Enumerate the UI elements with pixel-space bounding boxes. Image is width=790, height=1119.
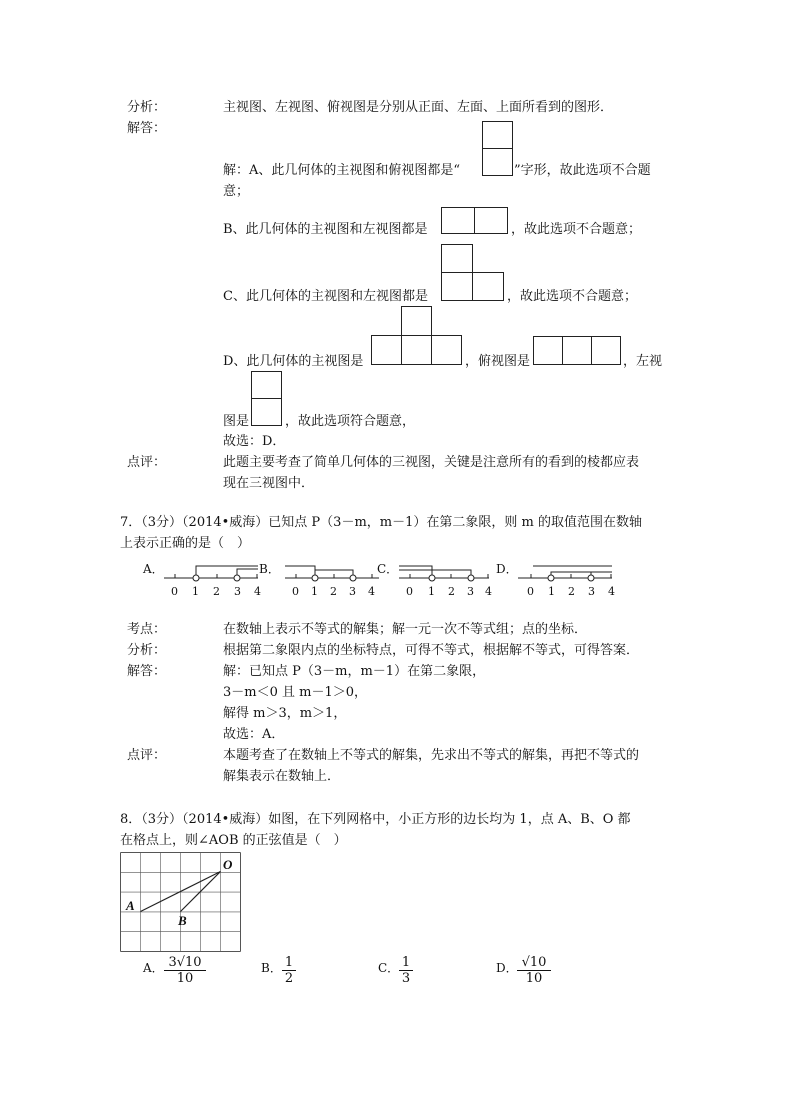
- open-circle-3: [350, 575, 356, 581]
- label-analysis: 分析：: [127, 100, 167, 115]
- q8-option-c-label[interactable]: C．: [378, 961, 400, 975]
- fraction-denominator: 3: [401, 971, 411, 986]
- open-circle-3: [468, 575, 474, 581]
- tick-label: 3: [234, 585, 241, 598]
- q6-figure-d-left-view: [251, 371, 283, 427]
- q7-option-b-label[interactable]: B．: [259, 562, 280, 576]
- q6-answer-d-prefix: D、此几何体的主视图是: [223, 354, 364, 369]
- fig-d-top-mid-square: [563, 337, 592, 365]
- q7-option-c-label[interactable]: C．: [377, 562, 399, 576]
- tick-label: 3: [588, 585, 595, 598]
- tick-label: 3: [349, 585, 356, 598]
- fig-d-front-mid-square: [402, 336, 432, 365]
- q7-solution-line2: 3－m＜0 且 m－1＞0，: [223, 685, 368, 700]
- open-circle-3: [234, 575, 240, 581]
- point-o-label: O: [223, 857, 233, 872]
- q6-figure-a-shape: [482, 121, 514, 177]
- fig-d-left-bottom-square: [252, 399, 282, 426]
- fig-c-bottom-right-square: [473, 273, 504, 301]
- q6-answer-a-suffix: ”字形，故此选项不合题: [514, 163, 651, 178]
- fig-c-bottom-left-square: [442, 273, 473, 301]
- q6-answer-d-suffix: ，左视: [623, 354, 663, 369]
- point-a-label: A: [126, 898, 135, 913]
- q8-option-c-fraction[interactable]: [399, 955, 413, 986]
- fig-d-front-right-square: [432, 336, 462, 365]
- fraction-numerator: 3√10: [164, 955, 206, 971]
- open-circle-1: [548, 575, 554, 581]
- tick-label: 0: [527, 585, 534, 598]
- q6-answer-d-cont-suffix: ，故此选项符合题意，: [285, 414, 416, 429]
- q8-option-d-fraction[interactable]: [517, 955, 551, 986]
- label-topic: 考点：: [127, 622, 167, 637]
- tick-label: 4: [608, 585, 615, 598]
- q6-answer-d-cont-prefix: 图是: [223, 414, 250, 429]
- q6-choose: 故选：D．: [223, 434, 286, 449]
- fig-b-right-square: [475, 208, 508, 234]
- q6-figure-d-front-view: [371, 306, 463, 366]
- fig-a-bottom-square: [483, 149, 513, 176]
- label-answer: 解答：: [127, 121, 167, 136]
- q6-answer-c-suffix: ，故此选项不合题意；: [507, 289, 638, 304]
- solution-bracket-gt1: [196, 566, 258, 578]
- tick-label: 0: [171, 585, 178, 598]
- fig-b-left-square: [442, 208, 475, 234]
- tick-label: 2: [568, 585, 575, 598]
- q7-analysis: 根据第二象限内点的坐标特点，可得不等式，根据解不等式，可得答案．: [223, 643, 640, 658]
- q6-answer-c-prefix: C、此几何体的主视图和左视图都是: [223, 289, 428, 304]
- fig-d-top-left-square: [534, 337, 563, 365]
- tick-label: 4: [368, 585, 375, 598]
- q7-option-a-label[interactable]: A．: [143, 562, 164, 576]
- label-comment: 点评：: [127, 748, 167, 763]
- open-circle-3: [588, 575, 594, 581]
- q7-comment-line2: 解集表示在数轴上．: [223, 769, 341, 784]
- open-circle-1: [429, 575, 435, 581]
- tick-label: 2: [213, 585, 220, 598]
- q7-topic: 在数轴上表示不等式的解集；解一元一次不等式组；点的坐标．: [223, 622, 588, 637]
- solution-bracket-lt1: [285, 566, 315, 578]
- q6-comment-line1: 此题主要考查了简单几何体的三视图，关键是注意所有的看到的棱都应表: [223, 455, 640, 470]
- q8-stem-line1: 8．（3分）（2014•威海）如图，在下列网格中，小正方形的边长均为 1，点 A、B、O 都: [120, 812, 631, 827]
- fraction-numerator: √10: [517, 955, 551, 971]
- solution-bracket-gt1: [551, 572, 612, 578]
- tick-label: 1: [428, 585, 435, 598]
- q6-answer-a-prefix: 解：A、此几何体的主视图和俯视图都是“: [223, 163, 461, 178]
- fig-d-front-left-square: [372, 336, 402, 365]
- open-circle-1: [193, 575, 199, 581]
- fig-d-top-right-square: [592, 337, 621, 365]
- q6-answer-b-prefix: B、此几何体的主视图和左视图都是: [223, 222, 428, 237]
- q8-stem-line2: 在格点上，则∠AOB 的正弦值是（ ）: [120, 833, 347, 848]
- point-b-label: B: [178, 913, 187, 928]
- label-comment: 点评：: [127, 455, 167, 470]
- q6-comment-line2: 现在三视图中．: [223, 476, 315, 491]
- tick-label: 2: [448, 585, 455, 598]
- q7-solution-line1: 解：已知点 P（3－m，m－1）在第二象限，: [223, 664, 486, 679]
- fraction-denominator: 10: [525, 971, 543, 986]
- tick-label: 0: [406, 585, 413, 598]
- tick-label: 1: [192, 585, 199, 598]
- q8-option-b-fraction[interactable]: [282, 955, 296, 986]
- q7-comment-line1: 本题考查了在数轴上不等式的解集，先求出不等式的解集，再把不等式的: [223, 748, 640, 763]
- q7-stem-line2: 上表示正确的是（ ）: [120, 536, 251, 551]
- tick-label: 2: [330, 585, 337, 598]
- q6-answer-a-cont: 意；: [223, 184, 250, 199]
- q7-option-d-label[interactable]: D．: [496, 562, 518, 576]
- q6-figure-c-shape: [441, 244, 505, 302]
- q8-option-d-label[interactable]: D．: [496, 961, 518, 975]
- solution-bracket-lt1: [399, 566, 432, 578]
- fraction-numerator: 1: [399, 955, 413, 971]
- label-answer: 解答：: [127, 664, 167, 679]
- q6-figure-d-top-view: [533, 336, 621, 366]
- fraction-denominator: 2: [284, 971, 294, 986]
- q8-option-b-label[interactable]: B．: [261, 961, 282, 975]
- fraction-numerator: 1: [282, 955, 296, 971]
- fig-d-front-top-square: [402, 307, 432, 336]
- q6-answer-b-suffix: ，故此选项不合题意；: [511, 222, 642, 237]
- tick-label: 4: [485, 585, 492, 598]
- q8-grid-figure: [120, 852, 244, 952]
- fig-c-top-square: [442, 245, 473, 273]
- q7-solution-line3: 解得 m＞3，m＞1，: [223, 706, 347, 721]
- q6-figure-b-shape: [441, 207, 509, 235]
- q6-analysis: 主视图、左视图、俯视图是分别从正面、左面、上面所看到的图形．: [223, 100, 614, 115]
- q8-option-a-fraction[interactable]: [164, 955, 206, 986]
- q6-answer-d-mid: ，俯视图是: [465, 354, 531, 369]
- tick-label: 1: [311, 585, 318, 598]
- q7-solution-line4: 故选：A．: [223, 727, 285, 742]
- q7-stem-line1: 7．（3分）（2014•威海）已知点 P（3－m，m－1）在第二象限，则 m 的取值范围在数轴: [120, 515, 642, 530]
- label-analysis: 分析：: [127, 643, 167, 658]
- open-circle-1: [312, 575, 318, 581]
- tick-label: 3: [467, 585, 474, 598]
- tick-label: 1: [548, 585, 555, 598]
- fig-d-left-top-square: [252, 372, 282, 399]
- fig-a-top-square: [483, 122, 513, 149]
- tick-label: 0: [292, 585, 299, 598]
- q8-option-a-label[interactable]: A．: [143, 961, 164, 975]
- tick-label: 4: [254, 585, 261, 598]
- fraction-denominator: 10: [176, 971, 194, 986]
